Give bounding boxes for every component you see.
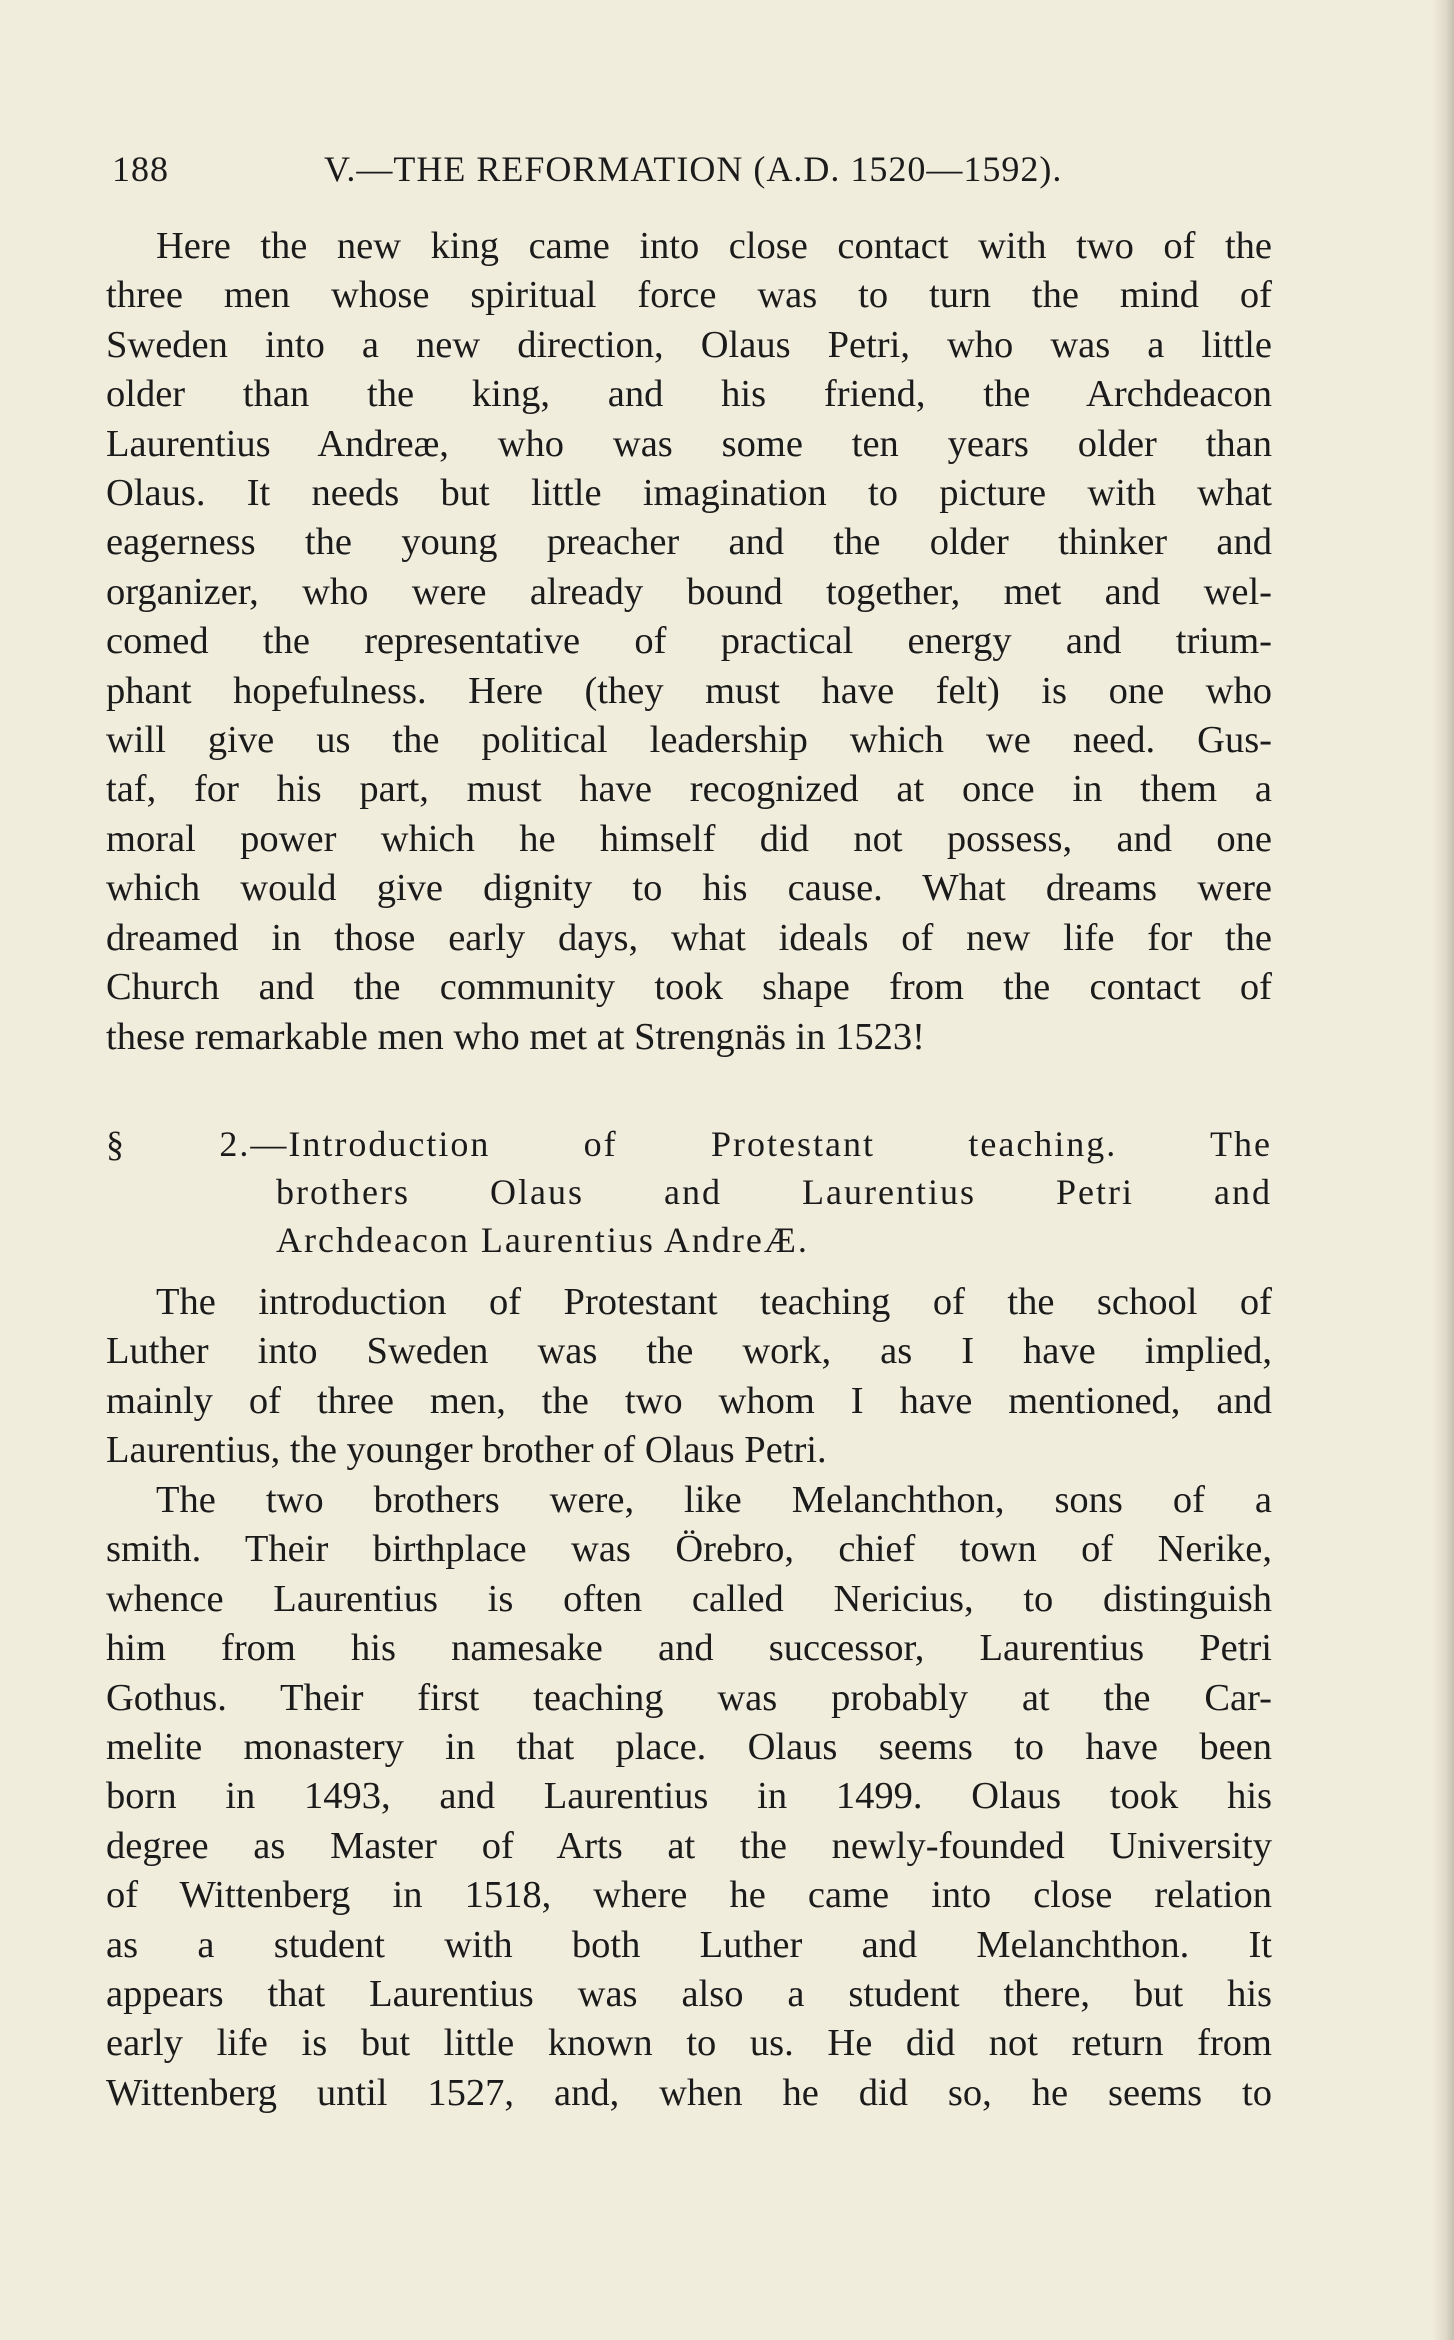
section-heading-line: brothers Olaus and Laurentius Petri and	[276, 1172, 1272, 1212]
section-heading	[106, 1120, 1272, 1264]
paragraph-line: Sweden into a new direction, Olaus Petri, who was a little	[106, 323, 1272, 366]
paragraph-line: melite monastery in that place. Olaus seems to have been	[106, 1726, 1272, 1769]
paragraph-line: as a student with both Luther and Melanchthon. It	[106, 1923, 1272, 1966]
paragraph-line: of Wittenberg in 1518, where he came into close relation	[106, 1874, 1272, 1917]
paragraph-line: whence Laurentius is often called Nericius, to distinguish	[106, 1577, 1272, 1620]
paragraph-line: older than the king, and his friend, the Archdeacon	[106, 373, 1272, 416]
running-head	[112, 148, 1272, 198]
paragraph-line: early life is but little known to us. He did not return from	[106, 2022, 1272, 2065]
paragraph-2	[106, 1278, 1272, 1476]
paragraph-line: which would give dignity to his cause. What dreams were	[106, 867, 1272, 910]
paragraph-line: Luther into Sweden was the work, as I have implied,	[106, 1330, 1272, 1373]
paragraph-line: smith. Their birthplace was Örebro, chief town of Nerike,	[106, 1528, 1272, 1571]
paragraph-line: him from his namesake and successor, Laurentius Petri	[106, 1627, 1272, 1670]
paragraph-3	[106, 1476, 1272, 2118]
section-heading-line: Archdeacon Laurentius AndreÆ.	[276, 1220, 809, 1260]
paragraph-line: Here the new king came into close contact with two of the	[156, 225, 1272, 267]
paragraph-line: Wittenberg until 1527, and, when he did so, he seems to	[106, 2071, 1272, 2114]
paragraph-line: The introduction of Protestant teaching of the school of	[156, 1281, 1272, 1323]
paragraph-line: Church and the community took shape from the contact of	[106, 966, 1272, 1009]
paragraph-line: The two brothers were, like Melanchthon, sons of a	[156, 1479, 1272, 1521]
paragraph-line: mainly of three men, the two whom I have mentioned, and	[106, 1379, 1272, 1422]
paragraph-line: these remarkable men who met at Strengnäs in 1523!	[106, 1015, 925, 1058]
paragraph-line: degree as Master of Arts at the newly-founded University	[106, 1824, 1272, 1867]
paragraph-line: appears that Laurentius was also a student there, but his	[106, 1973, 1272, 2016]
section-heading-line: § 2.—Introduction of Protestant teaching. The	[106, 1124, 1272, 1164]
paragraph-1	[106, 222, 1272, 1062]
paragraph-line: eagerness the young preacher and the older thinker and	[106, 521, 1272, 564]
paragraph-line: dreamed in those early days, what ideals of new life for the	[106, 916, 1272, 959]
paragraph-line: Gothus. Their first teaching was probably at the Car-	[106, 1676, 1272, 1719]
paragraph-line: moral power which he himself did not possess, and one	[106, 817, 1272, 860]
paragraph-line: taf, for his part, must have recognized at once in them a	[106, 768, 1272, 811]
running-title: V.—THE REFORMATION (A.D. 1520—1592).	[324, 149, 1063, 189]
paragraph-line: will give us the political leadership which we need. Gus-	[106, 719, 1272, 762]
paragraph-line: organizer, who were already bound together, met and wel-	[106, 570, 1272, 613]
page-edge-shadow	[1432, 0, 1454, 2340]
paragraph-line: Laurentius, the younger brother of Olaus Petri.	[106, 1429, 827, 1472]
paragraph-line: Laurentius Andreæ, who was some ten years older than	[106, 422, 1272, 465]
paragraph-line: comed the representative of practical energy and trium-	[106, 620, 1272, 663]
page-number: 188	[112, 149, 169, 189]
paragraph-line: Olaus. It needs but little imagination to picture with what	[106, 472, 1272, 515]
paragraph-line: born in 1493, and Laurentius in 1499. Olaus took his	[106, 1775, 1272, 1818]
paragraph-line: three men whose spiritual force was to turn the mind of	[106, 274, 1272, 317]
paragraph-line: phant hopefulness. Here (they must have felt) is one who	[106, 669, 1272, 712]
